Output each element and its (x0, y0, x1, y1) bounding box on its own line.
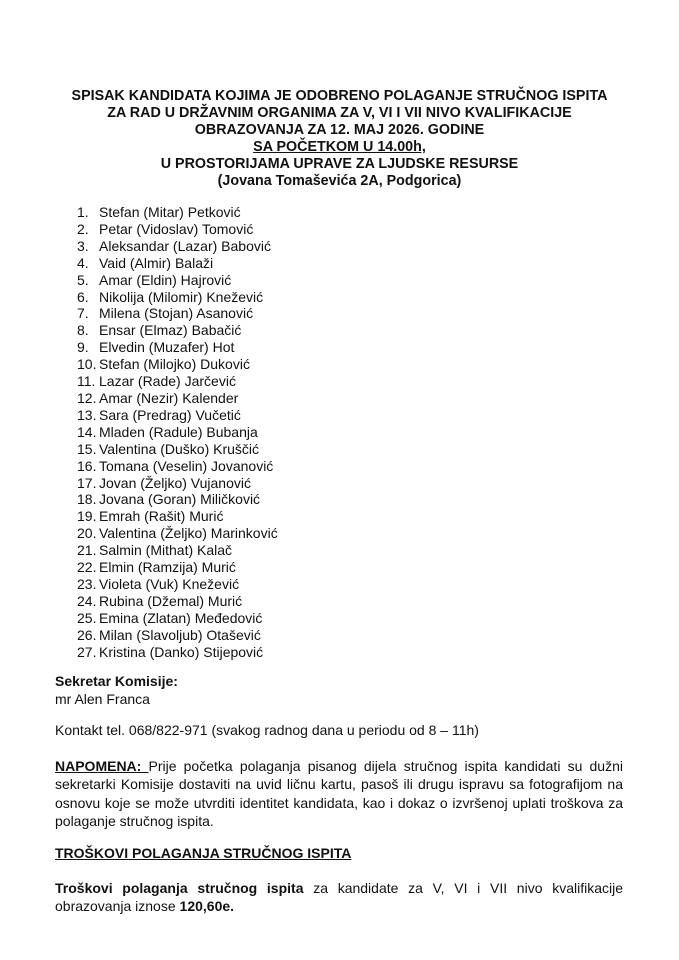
title-line-address: (Jovana Tomaševića 2A, Podgorica) (217, 173, 462, 189)
candidate-name: Valentina (Željko) Marinković (99, 525, 278, 542)
candidate-number: 2. (77, 220, 89, 237)
candidate-number: 11. (77, 373, 96, 390)
candidate-name: Ensar (Elmaz) Babačić (99, 322, 242, 339)
candidate-item (77, 373, 278, 390)
candidate-name: Milena (Stojan) Asanović (99, 305, 254, 322)
secretary-label: Sekretar Komisije: (55, 673, 178, 689)
candidate-name: Rubina (Džemal) Murić (99, 592, 243, 609)
candidate-name: Elvedin (Muzafer) Hot (99, 339, 235, 356)
secretary-name: mr Alen Franca (55, 690, 150, 707)
candidate-name: Jovana (Goran) Miličković (99, 491, 261, 508)
candidate-name: Amar (Nezir) Kalender (99, 389, 239, 406)
candidate-name: Vaid (Almir) Balaži (99, 254, 214, 271)
note-label: NAPOMENA: (55, 758, 149, 774)
candidate-name: Aleksandar (Lazar) Babović (99, 237, 271, 254)
candidate-item (77, 610, 278, 627)
secretary-block (55, 673, 623, 708)
candidate-name: Valentina (Duško) Kruščić (99, 440, 260, 457)
candidate-number: 27. (77, 643, 97, 660)
title-line-start-time: SA POČETKOM U 14.00h, (253, 139, 426, 155)
candidate-number: 1. (77, 204, 89, 220)
candidate-name: Kristina (Danko) Stijepović (99, 643, 264, 660)
candidate-name: Salmin (Mithat) Kalač (99, 542, 233, 559)
costs-heading: TROŠKOVI POLAGANJA STRUČNOG ISPITA (55, 845, 352, 861)
title-line: SPISAK KANDIDATA KOJIMA JE ODOBRENO POLAGANJE STRUČNOG ISPITA (71, 88, 608, 104)
candidate-name: Tomana (Veselin) Jovanović (99, 457, 274, 474)
candidate-number: 15. (77, 440, 97, 457)
candidate-item (77, 644, 278, 661)
candidate-number: 23. (77, 575, 97, 592)
candidate-number: 16. (77, 457, 97, 474)
candidate-name: Elmin (Ramzija) Murić (99, 559, 236, 576)
candidate-name: Emrah (Rašit) Murić (99, 508, 224, 525)
candidate-number: 25. (77, 609, 97, 626)
candidate-item (77, 204, 278, 221)
candidate-item (77, 289, 278, 306)
candidate-list (77, 204, 278, 660)
candidate-number: 7. (77, 305, 89, 322)
candidate-item (77, 272, 278, 289)
candidate-item (77, 593, 278, 610)
candidate-item (77, 356, 278, 373)
candidate-item (77, 390, 278, 407)
candidate-number: 6. (77, 288, 89, 305)
title-line: OBRAZOVANJA ZA 12. MAJ 2026. GODINE (194, 122, 485, 138)
candidate-name: Mladen (Radule) Bubanja (99, 423, 258, 440)
note-text: Prije početka polaganja pisanog dijela stručnog ispita kandidati su dužni sekretarki Komisije dostaviti na uvid ličnu kartu, pasoš ili drugu ispravu sa fotografijom na osnovu koje se može utvrditi identitet kandidata, kao i dokaz o izvršenoj uplati troškova za polaganje stručnog ispita. (55, 758, 623, 829)
candidate-item (77, 424, 278, 441)
candidate-name: Milan (Slavoljub) Otašević (99, 626, 261, 643)
candidate-item (77, 525, 278, 542)
candidate-item (77, 305, 278, 322)
candidate-item (77, 627, 278, 644)
title-line: U PROSTORIJAMA UPRAVE ZA LJUDSKE RESURSE (160, 156, 519, 172)
document-title (0, 88, 679, 190)
costs-text: za kandidate za V, VI i VII nivo kvalifikacije obrazovanja iznose (55, 880, 623, 914)
candidate-name: Violeta (Vuk) Knežević (99, 575, 240, 592)
candidate-name: Amar (Eldin) Hajrović (99, 271, 232, 288)
candidate-name: Stefan (Mitar) Petković (99, 204, 241, 220)
candidate-number: 9. (77, 339, 89, 356)
candidate-number: 8. (77, 322, 89, 339)
candidate-number: 14. (77, 423, 97, 440)
candidate-name: Petar (Vidoslav) Tomović (99, 220, 254, 237)
candidate-number: 17. (77, 474, 97, 491)
candidate-item (77, 238, 278, 255)
candidate-item (77, 221, 278, 238)
candidate-item (77, 576, 278, 593)
candidate-item (77, 491, 278, 508)
candidate-number: 4. (77, 254, 89, 271)
candidate-number: 24. (77, 592, 97, 609)
candidate-item (77, 508, 278, 525)
candidate-number: 19. (77, 508, 97, 525)
costs-paragraph (55, 879, 623, 915)
title-line: ZA RAD U DRŽAVNIM ORGANIMA ZA V, VI I VII NIVO KVALIFIKACIJE (107, 105, 572, 121)
candidate-name: Stefan (Milojko) Duković (99, 356, 250, 373)
candidate-item (77, 559, 278, 576)
candidate-number: 22. (77, 559, 97, 576)
candidate-item (77, 458, 278, 475)
candidate-number: 26. (77, 626, 97, 643)
candidate-name: Sara (Predrag) Vučetić (99, 406, 241, 423)
candidate-number: 20. (77, 525, 97, 542)
candidate-item (77, 542, 278, 559)
candidate-number: 13. (77, 406, 97, 423)
candidate-number: 5. (77, 271, 89, 288)
candidate-number: 10. (77, 356, 97, 373)
candidate-item (77, 475, 278, 492)
candidate-number: 21. (77, 542, 97, 559)
candidate-number: 18. (77, 491, 97, 508)
candidate-name: Lazar (Rade) Jarčević (99, 373, 236, 390)
candidate-item (77, 441, 278, 458)
candidate-name: Jovan (Željko) Vujanović (99, 474, 251, 491)
candidate-item (77, 255, 278, 272)
candidate-item (77, 322, 278, 339)
costs-amount: 120,60e. (179, 898, 235, 914)
costs-lead: Troškovi polaganja stručnog ispita (55, 880, 304, 896)
candidate-number: 3. (77, 237, 89, 254)
candidate-name: Nikolija (Milomir) Knežević (99, 288, 264, 305)
contact-info: Kontakt tel. 068/822-971 (svakog radnog dana u periodu od 8 – 11h) (55, 722, 479, 738)
candidate-name: Emina (Zlatan) Međedović (99, 609, 263, 626)
candidate-item (77, 407, 278, 424)
candidate-number: 12. (77, 389, 97, 406)
note-paragraph (55, 757, 623, 830)
candidate-item (77, 339, 278, 356)
